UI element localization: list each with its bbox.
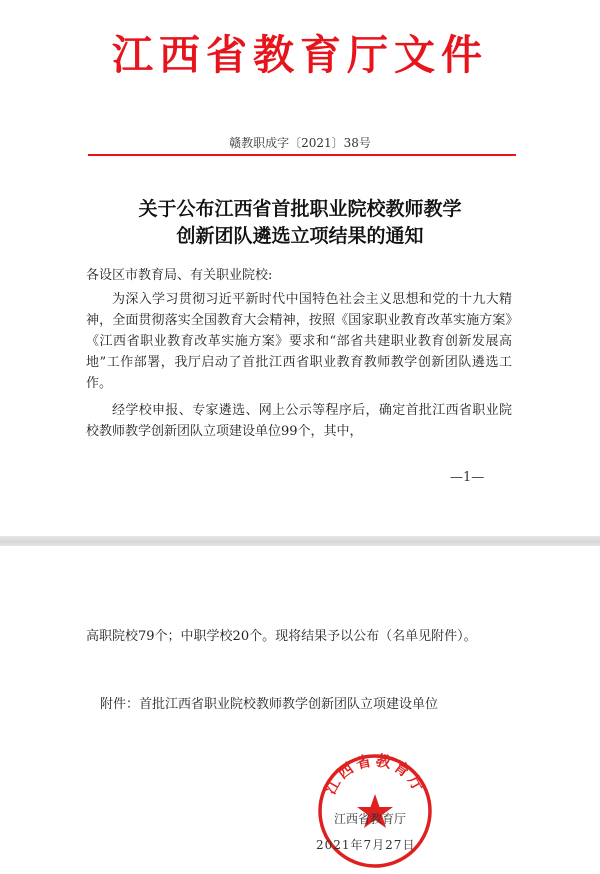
signer-name: 江西省教育厅 bbox=[334, 812, 407, 826]
seal-text: 江西省教育厅 bbox=[321, 752, 429, 798]
paragraph-3: 高职院校79个；中职学校20个。现将结果予以公布（名单见附件）。 bbox=[86, 629, 477, 644]
paragraph-1: 为深入学习贯彻习近平新时代中国特色社会主义思想和党的十九大精神，全面贯彻落实全国教育大会精神，按照《国家职业教育改革实施方案》《江西省职业教育改革实施方案》要求和“部省共建职业教育创新发展高地”工作部署，我厅启动了首批江西省职业教育教师教学创新团队遴选工作。 bbox=[86, 292, 512, 391]
notice-title bbox=[70, 196, 530, 250]
document-header-title: 江西省教育厅文件 bbox=[112, 31, 488, 79]
document-number: 赣教职成字〔2021〕38号 bbox=[229, 136, 371, 150]
salutation: 各设区市教育局、有关职业院校: bbox=[86, 268, 273, 283]
notice-title-line-2: 创新团队遴选立项结果的通知 bbox=[176, 225, 424, 247]
signature-date: 2021年7月27日 bbox=[316, 838, 416, 852]
notice-title-line-1: 关于公布江西省首批职业院校教师教学 bbox=[138, 198, 462, 220]
paragraph-2: 经学校申报、专家遴选、网上公示等程序后，确定首批江西省职业院校教师教学创新团队立项建设单位99个，其中， bbox=[86, 403, 512, 439]
attachment-line: 附件：首批江西省职业院校教师教学创新团队立项建设单位 bbox=[100, 697, 439, 712]
header-red-rule bbox=[88, 154, 516, 156]
page-number: —1— bbox=[450, 470, 485, 485]
